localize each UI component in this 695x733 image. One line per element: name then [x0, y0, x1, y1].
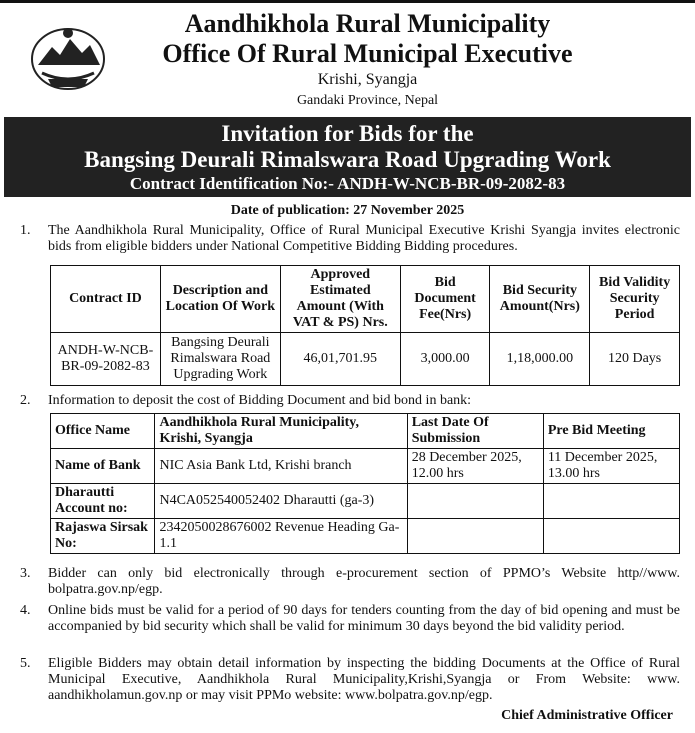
item-number: 5. — [20, 656, 31, 671]
contract-id-line: Contract Identification No:- ANDH-W-NCB-BR-09-2082-83 — [129, 174, 566, 193]
account-label: Dharautti Account no: — [51, 484, 155, 519]
bank-label: Name of Bank — [51, 449, 155, 484]
banner-title-1: Invitation for Bids for the — [221, 121, 474, 146]
col-estimated-amount: Approved Estimated Amount (With VAT & PS) Nrs. — [280, 266, 400, 333]
list-item — [20, 393, 680, 409]
submission-value: 28 December 2025, 12.00 hrs — [407, 449, 543, 484]
cell-bid-security: 1,18,000.00 — [490, 333, 590, 386]
item-text: Eligible Bidders may obtain detail information by inspecting the bidding Documents at the Office of Rural Municipal Executive, Aandhikhola Rural Municipality,Krishi,Syangja or From Website: www. aandhikholamun.gov.np or may visit PPMo website: www.bolpatra.gov.np/egp. — [48, 656, 680, 703]
publication-date: Date of publication: 27 November 2025 — [230, 203, 465, 218]
item-text: Bidder can only bid electronically through e-procurement section of PPMO’s Website http//www. bolpatra.gov.np/egp. — [48, 566, 680, 597]
cell-document-fee: 3,000.00 — [400, 333, 490, 386]
item-number: 2. — [20, 393, 31, 408]
list-item — [20, 223, 680, 255]
col-document-fee: Bid Document Fee(Nrs) — [400, 266, 490, 333]
item-number: 1. — [20, 223, 31, 238]
empty-cell — [543, 519, 679, 554]
contract-table — [50, 265, 680, 386]
list-item — [20, 566, 680, 598]
table-row — [51, 519, 680, 554]
address-line-1: Krishi, Syangja — [317, 71, 418, 88]
address-line-2: Gandaki Province, Nepal — [296, 93, 439, 108]
list-item — [20, 656, 680, 704]
header — [0, 9, 695, 111]
bank-table — [50, 413, 680, 554]
bank-value: NIC Asia Bank Ltd, Krishi branch — [155, 449, 407, 484]
cell-estimated-amount: 46,01,701.95 — [280, 333, 400, 386]
prebid-value: 11 December 2025, 13.00 hrs — [543, 449, 679, 484]
office-name: Office Of Rural Municipal Executive — [162, 39, 573, 68]
table-row — [51, 449, 680, 484]
submission-label: Last Date Of Submission — [407, 414, 543, 449]
item-text: Online bids must be valid for a period of 90 days for tenders counting from the day of bid opening and must be accompanied by bid security which shall be valid for minimum 30 days beyond the bid validity period. — [48, 603, 680, 634]
cell-description: Bangsing Deurali Rimalswara Road Upgrading Work — [160, 333, 280, 386]
empty-cell — [543, 484, 679, 519]
banner-title-2: Bangsing Deurali Rimalswara Road Upgrading Work — [84, 147, 611, 172]
item-number: 3. — [20, 566, 31, 581]
table-header-row — [51, 266, 680, 333]
col-contract-id: Contract ID — [51, 266, 161, 333]
sirsak-value: 2342050028676002 Revenue Heading Ga-1.1 — [155, 519, 407, 554]
list-item — [20, 603, 680, 635]
account-value: N4CA052540052402 Dharautti (ga-3) — [155, 484, 407, 519]
table-row — [51, 484, 680, 519]
col-description: Description and Location Of Work — [160, 266, 280, 333]
org-name: Aandhikhola Rural Municipality — [184, 9, 551, 38]
prebid-label: Pre Bid Meeting — [543, 414, 679, 449]
cell-contract-id: ANDH-W-NCB-BR-09-2082-83 — [51, 333, 161, 386]
sirsak-label: Rajaswa Sirsak No: — [51, 519, 155, 554]
cell-validity: 120 Days — [590, 333, 680, 386]
item-text: Information to deposit the cost of Bidding Document and bid bond in bank: — [48, 393, 472, 408]
title-banner — [4, 117, 691, 197]
col-validity: Bid Validity Security Period — [590, 266, 680, 333]
col-bid-security: Bid Security Amount(Nrs) — [490, 266, 590, 333]
item-text: The Aandhikhola Rural Municipality, Office of Rural Municipal Executive Krishi Syangja invites electronic bids from eligible bidders under National Competitive Bidding Bidding procedures. — [48, 223, 680, 254]
item-number: 4. — [20, 603, 31, 618]
empty-cell — [407, 484, 543, 519]
table-row — [51, 414, 680, 449]
table-row — [51, 333, 680, 386]
office-value: Aandhikhola Rural Municipality, Krishi, Syangja — [155, 414, 407, 449]
office-label: Office Name — [51, 414, 155, 449]
signature: Chief Administrative Officer — [501, 708, 673, 723]
empty-cell — [407, 519, 543, 554]
